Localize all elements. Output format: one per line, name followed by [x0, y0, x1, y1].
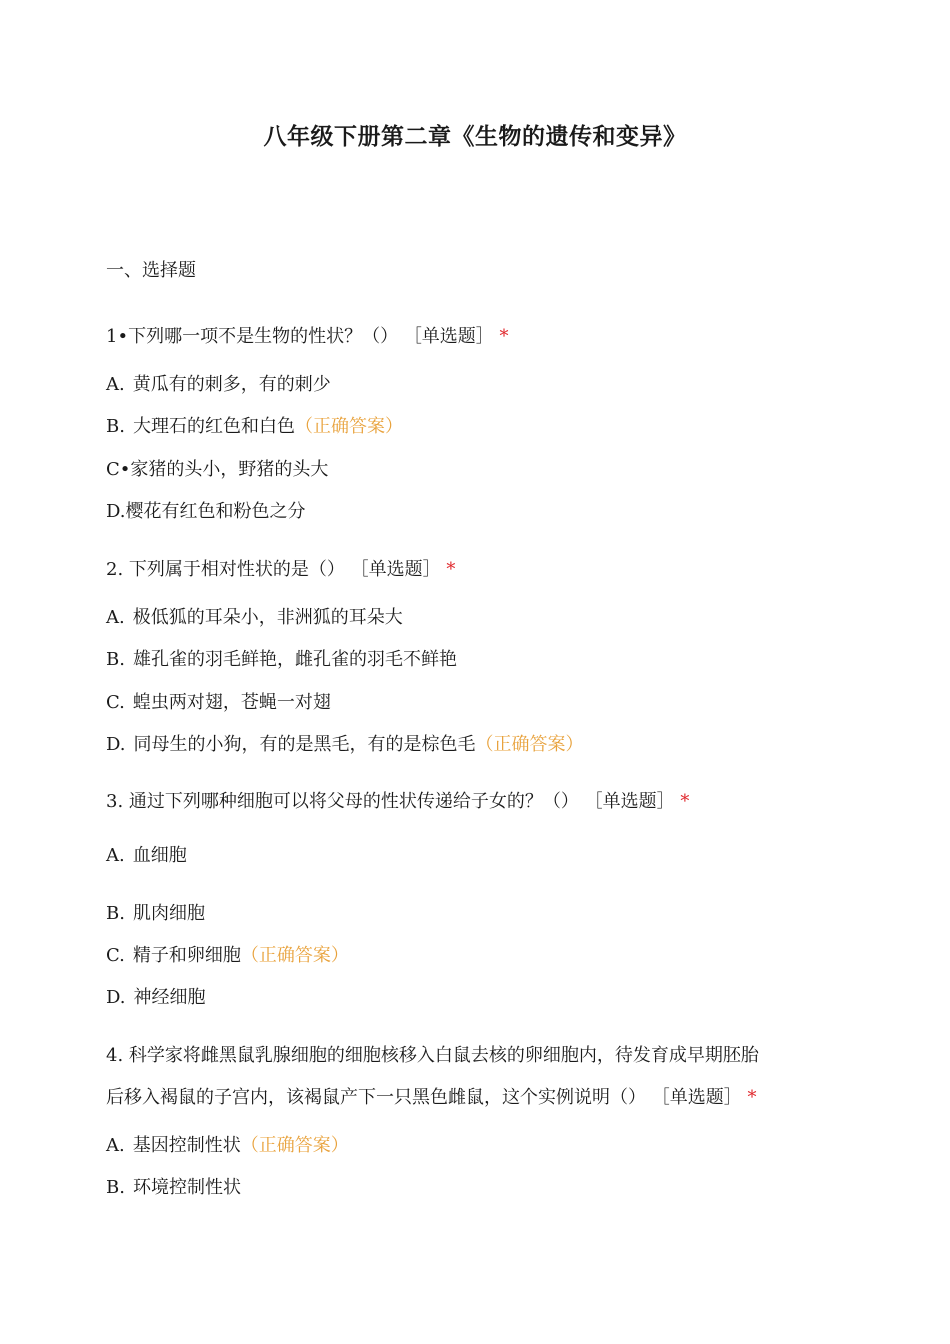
question-2-stem: [106, 555, 455, 581]
question-3-stem: [106, 787, 689, 813]
option-letter: D.: [106, 501, 126, 522]
option-letter: A.: [106, 607, 125, 628]
question-text: 4. 科学家将雌黑鼠乳腺细胞的细胞核移入白鼠去核的卵细胞内，待发育成早期胚胎: [106, 1045, 759, 1066]
page-title: 八年级下册第二章《生物的遗传和变异》: [263, 124, 687, 150]
section-heading: 一、选择题: [106, 260, 196, 281]
correct-answer-tag: （正确答案）: [240, 945, 349, 966]
question-4-stem-line-1: [106, 1041, 759, 1067]
question-type-tag: ［单选题］: [651, 1087, 742, 1108]
question-1-option-c: [106, 455, 328, 481]
option-letter: B.: [106, 1177, 125, 1198]
question-4-stem-line-2: [106, 1083, 756, 1109]
option-text: 血细胞: [132, 845, 187, 866]
question-text: 3. 通过下列哪种细胞可以将父母的性状传递给子女的？（）: [106, 791, 579, 812]
option-letter: C.: [106, 692, 125, 713]
option-letter: A.: [106, 845, 125, 866]
option-text: 家猪的头小，野猪的头大: [130, 459, 329, 480]
option-text: 极低狐的耳朵小，非洲狐的耳朵大: [132, 607, 403, 628]
required-mark: *: [446, 559, 456, 580]
question-1-option-b: [106, 412, 403, 438]
option-letter: B.: [106, 416, 125, 437]
question-3-option-b: [106, 899, 205, 925]
question-3-option-d: [106, 983, 206, 1009]
required-mark: *: [499, 326, 509, 347]
option-text: 黄瓜有的刺多，有的刺少: [132, 374, 331, 395]
option-text: 精子和卵细胞: [132, 945, 241, 966]
option-text: 樱花有红色和粉色之分: [125, 501, 306, 522]
correct-answer-tag: （正确答案）: [240, 1135, 349, 1156]
option-letter: A.: [106, 1135, 125, 1156]
option-text: 雄孔雀的羽毛鲜艳，雌孔雀的羽毛不鲜艳: [132, 649, 457, 670]
correct-answer-tag: （正确答案）: [294, 416, 403, 437]
question-3-option-c: [106, 941, 349, 967]
question-2-option-a: [106, 603, 403, 629]
option-text: 同母生的小狗，有的是黑毛，有的是棕色毛: [133, 734, 476, 755]
question-2-option-c: [106, 688, 331, 714]
question-text: 1•下列哪一项不是生物的性状？（）: [106, 326, 399, 347]
required-mark: *: [680, 791, 690, 812]
option-text: 基因控制性状: [132, 1135, 241, 1156]
question-1-stem: [106, 322, 509, 348]
question-type-tag: ［单选题］: [584, 791, 675, 812]
option-letter: D.: [106, 734, 126, 755]
question-1-option-d: [106, 497, 306, 523]
option-letter: A.: [106, 374, 125, 395]
question-4-option-b: [106, 1173, 241, 1199]
question-2-option-d: [106, 730, 584, 756]
question-text: 后移入褐鼠的子宫内，该褐鼠产下一只黑色雌鼠，这个实例说明（）: [106, 1087, 646, 1108]
question-4-option-a: [106, 1131, 349, 1157]
option-letter: C.: [106, 945, 125, 966]
option-text: 肌肉细胞: [132, 903, 205, 924]
question-type-tag: ［单选题］: [350, 559, 441, 580]
question-2-option-b: [106, 645, 457, 671]
required-mark: *: [747, 1087, 757, 1108]
question-1-option-a: [106, 370, 331, 396]
question-3-option-a: [106, 841, 187, 867]
correct-answer-tag: （正确答案）: [475, 734, 584, 755]
question-type-tag: ［单选题］: [403, 326, 494, 347]
option-letter: D.: [106, 987, 126, 1008]
option-letter: B.: [106, 903, 125, 924]
option-text: 环境控制性状: [132, 1177, 241, 1198]
question-text: 2. 下列属于相对性状的是（）: [106, 559, 345, 580]
option-text: 蝗虫两对翅，苍蝇一对翅: [132, 692, 331, 713]
option-letter: C•: [106, 459, 131, 480]
option-text: 大理石的红色和白色: [132, 416, 295, 437]
option-letter: B.: [106, 649, 125, 670]
option-text: 神经细胞: [133, 987, 206, 1008]
